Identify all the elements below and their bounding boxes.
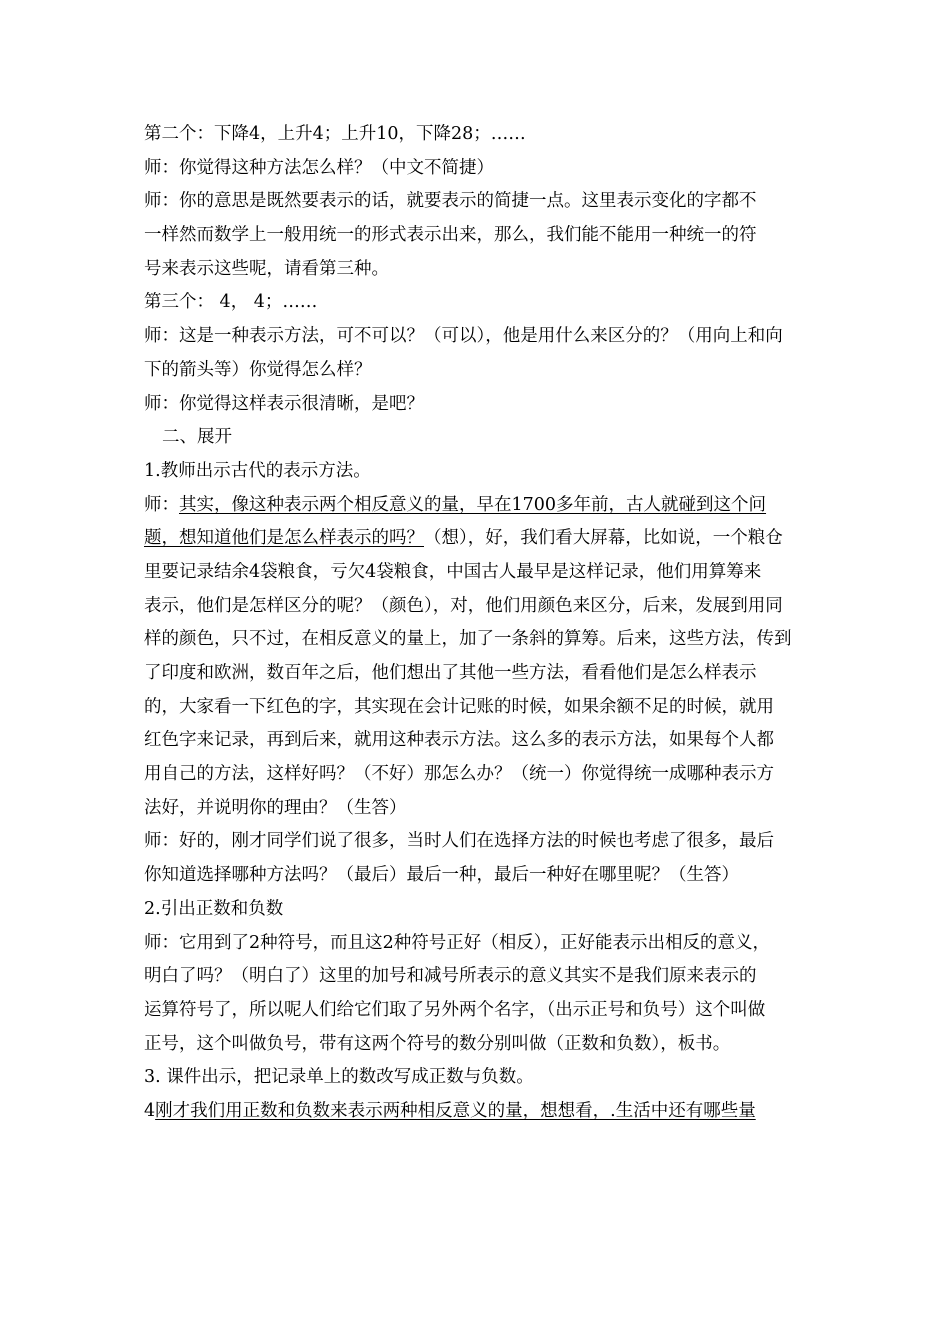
text-span: 正号，这个叫做负号，带有这两个符号的数分别叫做（正数和负数），板书。 [144, 1033, 731, 1054]
text-line [144, 522, 808, 556]
text-line [144, 388, 808, 422]
text-line [144, 825, 808, 859]
text-line [144, 556, 808, 590]
text-span: 下的箭头等）你觉得怎么样？ [144, 359, 372, 380]
text-line [144, 1095, 808, 1129]
text-line [144, 320, 808, 354]
text-line [144, 253, 808, 287]
text-line [144, 724, 808, 758]
text-span: （想），好，我们看大屏幕，比如说，一个粮仓 [424, 528, 783, 549]
text-line [144, 859, 808, 893]
text-span: 师：它用到了2种符号，而且这2种符号正好（相反），正好能表示出相反的意义， [144, 932, 771, 953]
text-span: 用自己的方法，这样好吗？（不好）那怎么办？（统一）你觉得统一成哪种表示方 [144, 764, 774, 785]
text-span: 师：你觉得这样表示很清晰，是吧？ [144, 393, 424, 414]
text-line [144, 623, 808, 657]
text-line [144, 219, 808, 253]
text-line [144, 152, 808, 186]
text-span: 第二个：下降4，上升4；上升10，下降28；…… [144, 124, 526, 144]
text-line [144, 994, 808, 1028]
text-span: 师： [144, 494, 179, 515]
text-span: 师：你的意思是既然要表示的话，就要表示的简捷一点。这里表示变化的字都不 [144, 191, 757, 212]
text-span: 第三个： 4， 4；…… [144, 292, 318, 313]
text-span: 4 [144, 1100, 156, 1121]
text-line [144, 1028, 808, 1062]
text-line [144, 590, 808, 624]
text-span: 一样然而数学上一般用统一的形式表示出来，那么，我们能不能用一种统一的符 [144, 225, 757, 246]
text-line [144, 657, 808, 691]
text-span: 师：这是一种表示方法，可不可以？（可以），他是用什么来区分的？（用向上和向 [144, 326, 783, 347]
text-line [144, 691, 808, 725]
text-span: 明白了吗？（明白了）这里的加号和减号所表示的意义其实不是我们原来表示的 [144, 966, 757, 987]
text-span: 了印度和欧洲，数百年之后，他们想出了其他一些方法，看看他们是怎么样表示 [144, 663, 757, 683]
text-span: 里要记录结余4袋粮食，亏欠4袋粮食，中国古人最早是这样记录，他们用算筹来 [144, 561, 762, 582]
underlined-text: 刚才我们用正数和负数来表示两种相反意义的量，想想看，.生活中还有哪些量 [155, 1100, 756, 1121]
underlined-text: 题，想知道他们是怎么样表示的吗？ [144, 528, 424, 549]
text-span: 样的颜色，只不过，在相反意义的量上，加了一条斜的算筹。后来，这些方法，传到 [144, 629, 792, 650]
text-span: 师：好的，刚才同学们说了很多，当时人们在选择方法的时候也考虑了很多，最后 [144, 831, 774, 852]
text-span: 表示，他们是怎样区分的呢？（颜色），对，他们用颜色来区分，后来，发展到用同 [144, 595, 783, 616]
text-span: 号来表示这些呢，请看第三种。 [144, 258, 389, 279]
text-line [144, 960, 808, 994]
text-span: 法好，并说明你的理由？（生答） [144, 797, 407, 818]
text-line [144, 286, 808, 320]
text-span: 二、展开 [162, 427, 232, 448]
document-body [144, 118, 808, 1129]
text-line [144, 893, 808, 927]
underlined-text: 其实，像这种表示两个相反意义的量，早在1700多年前，古人就碰到这个问 [179, 494, 767, 515]
text-line [144, 758, 808, 792]
text-line [144, 421, 808, 455]
text-line [144, 185, 808, 219]
text-line [144, 455, 808, 489]
text-span: 你知道选择哪种方法吗？（最后）最后一种，最后一种好在哪里呢？（生答） [144, 865, 739, 886]
text-line [144, 118, 808, 152]
text-span: 运算符号了，所以呢人们给它们取了另外两个名字，（出示正号和负号）这个叫做 [144, 999, 766, 1020]
text-span: 3. 课件出示，把记录单上的数改写成正数与负数。 [144, 1067, 534, 1088]
text-span: 的，大家看一下红色的字，其实现在会计记账的时候，如果余额不足的时候，就用 [144, 696, 774, 717]
text-span: 1.教师出示古代的表示方法。 [144, 460, 371, 481]
text-span: 师：你觉得这种方法怎么样？（中文不简捷） [144, 157, 494, 178]
text-span: 2.引出正数和负数 [144, 898, 284, 919]
text-line [144, 927, 808, 961]
text-line [144, 792, 808, 826]
text-line [144, 1061, 808, 1095]
text-line [144, 354, 808, 388]
text-span: 红色字来记录，再到后来，就用这种表示方法。这么多的表示方法，如果每个人都 [144, 730, 774, 751]
text-line [144, 489, 808, 523]
